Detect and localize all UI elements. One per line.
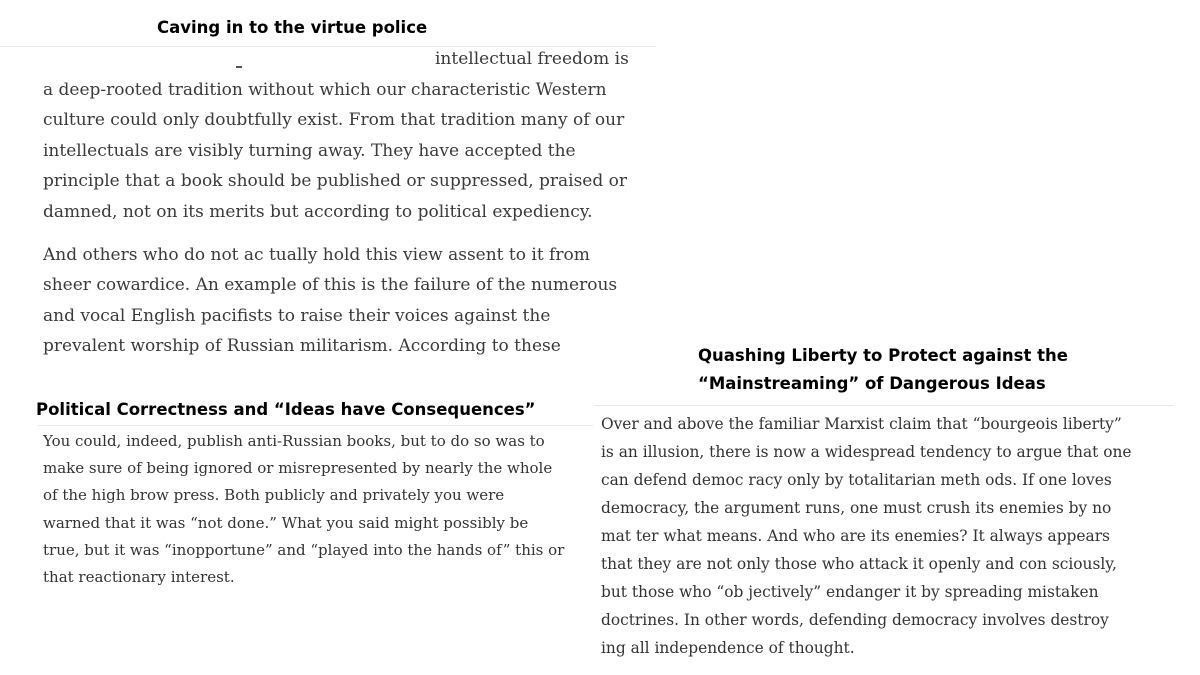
divider-left — [38, 425, 593, 426]
text-line: Over and above the familiar Marxist claim that “bourgeois liberty” — [601, 415, 1122, 433]
text-line: mat ter what means. And who are its enemies? It always appears — [601, 527, 1110, 545]
heading-line: “Mainstreaming” of Dangerous Ideas — [698, 374, 1046, 393]
text-line: is an illusion, there is now a widespread tendency to argue that one — [601, 443, 1132, 461]
text-line: You could, indeed, publish anti-Russian books, but to do so was to — [43, 432, 545, 450]
text-line: that reactionary interest. — [43, 568, 235, 587]
text-line: culture could only doubtfully exist. From that tradition many of our — [43, 110, 625, 131]
text-line: doctrines. In other words, defending democracy involves destroy — [601, 611, 1109, 629]
text-line: of the high brow press. Both publicly and privately you were — [43, 486, 505, 505]
text-line: make sure of being ignored or misrepresented by nearly the whole — [43, 459, 553, 478]
text-line: And others who do not ac tually hold this view assent to it from — [43, 244, 590, 265]
text-line: intellectuals are visibly turning away. They have accepted the — [43, 140, 576, 161]
heading-quashing-liberty — [698, 342, 1068, 398]
divider-right — [594, 405, 1174, 406]
excerpt-right — [601, 410, 1191, 662]
excerpt-bottom-left-paragraph — [43, 428, 603, 591]
text-line: warned that it was “not done.” What you said might possibly be — [43, 513, 529, 532]
text-line: but those who “ob jectively” endanger it by spreading mistaken — [601, 583, 1099, 601]
heading-line: Quashing Liberty to Protect against the — [698, 346, 1068, 365]
heading-caving: Caving in to the virtue police — [157, 18, 428, 37]
excerpt-top-paragraph-1 — [43, 44, 663, 228]
text-line: democracy, the argument runs, one must crush its enemies by no — [601, 499, 1112, 517]
heading-political-correctness: Political Correctness and “Ideas have Consequences” — [36, 400, 536, 419]
text-line: damned, not on its merits but according to political expediency. — [43, 201, 593, 222]
excerpt-right-paragraph — [601, 410, 1191, 662]
text-line: and vocal English pacifists to raise their voices against the — [43, 305, 551, 326]
excerpt-top-paragraph-2 — [43, 240, 663, 362]
text-line: can defend democ racy only by totalitarian meth ods. If one loves — [601, 471, 1112, 489]
text-line: sheer cowardice. An example of this is the failure of the numerous — [43, 275, 618, 296]
excerpt-bottom-left — [43, 428, 603, 591]
text-line: principle that a book should be published or suppressed, praised or — [43, 171, 628, 192]
excerpt-top — [43, 44, 663, 362]
text-line: a deep-rooted tradition without which our characteristic Western — [43, 79, 607, 100]
text-line: that they are not only those who attack it openly and con sciously, — [601, 555, 1117, 573]
text-line: intellectual freedom is — [435, 49, 629, 69]
text-line: true, but it was “inopportune” and “played into the hands of” this or — [43, 540, 565, 559]
text-line: prevalent worship of Russian militarism. According to these — [43, 336, 561, 357]
text-line: ing all independence of thought. — [601, 639, 855, 657]
